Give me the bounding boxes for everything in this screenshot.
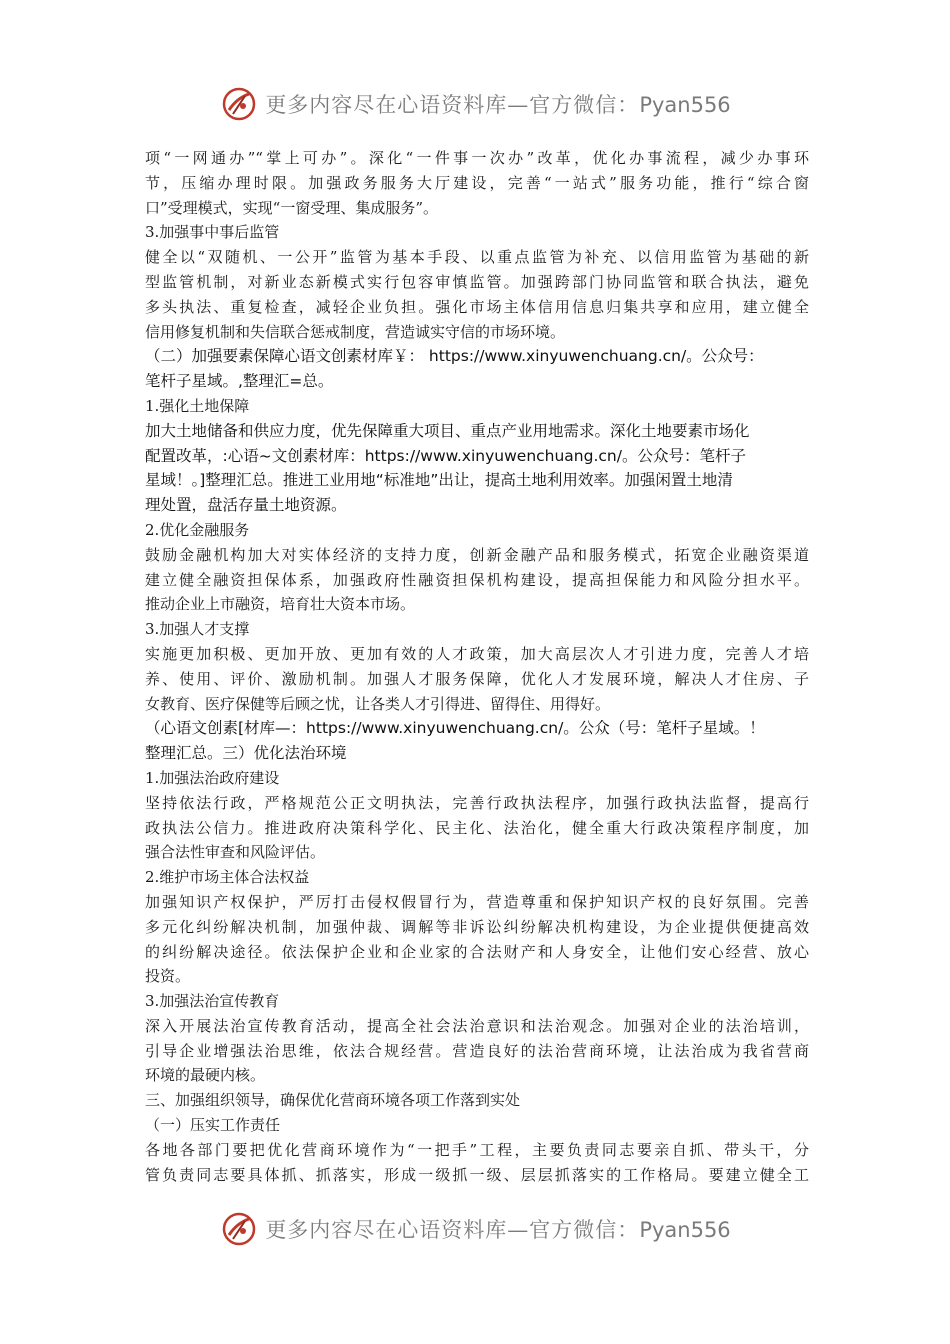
body-line: 项“一网通办”“掌上可办”。深化“一件事一次办”改革，优化办事流程，减少办事环 xyxy=(145,149,809,167)
body-line: 各地各部门要把优化营商环境作为“一把手”工程，主要负责同志要亲自抓、带头干，分 xyxy=(145,1140,809,1159)
body-line: 型监管机制，对新业态新模式实行包容审慎监管。加强跨部门协同监管和联合执法，避免 xyxy=(145,272,809,291)
body-line: 多头执法、重复检查，减轻企业负担。强化市场主体信用信息归集共享和应用，建立健全 xyxy=(145,297,809,316)
body-line: 引导企业增强法治思维，依法合规经营。营造良好的法治营商环境，让法治成为我省营商 xyxy=(145,1041,809,1060)
subheading: 3.加强法治宣传教育 xyxy=(145,992,280,1011)
body-line-sans: 配置改革，:心语~文创素材库：https://www.xinyuwenchuang.cn/。公众号：笔杆子 xyxy=(145,446,746,465)
body-line: 坚持依法行政，严格规范公正文明执法，完善行政执法程序，加强行政执法监督，提高行 xyxy=(145,793,809,812)
section-heading: 整理汇总。三）优化法治环境 xyxy=(145,744,347,763)
body-line-sans: 星域！。]整理汇总。推进工业用地“标准地”出让，提高土地利用效率。加强闲置土地清 xyxy=(145,471,733,490)
body-line: 节，压缩办理时限。加强政务服务大厅建设，完善“一站式”服务功能，推行“综合窗 xyxy=(145,173,809,192)
subheading: （一）压实工作责任 xyxy=(145,1116,281,1135)
body-line: 信用修复机制和失信联合惩戒制度，营造诚实守信的市场环境。 xyxy=(145,322,566,341)
section-heading: 笔杆子星域。,整理汇=总。 xyxy=(145,372,334,391)
body-line: 管负责同志要具体抓、抓落实，形成一级抓一级、层层抓落实的工作格局。要建立健全工 xyxy=(145,1165,809,1184)
body-line: 鼓励金融机构加大对实体经济的支持力度，创新金融产品和服务模式，拓宽企业融资渠道 xyxy=(145,545,809,564)
body-line-sans: 理处置，盘活存量土地资源。 xyxy=(145,496,347,515)
body-line: 健全以“双随机、一公开”监管为基本手段、以重点监管为补充、以信用监管为基础的新 xyxy=(145,248,809,267)
body-line: 政执法公信力。推进政府决策科学化、民主化、法治化，健全重大行政决策程序制度，加 xyxy=(145,818,809,837)
body-line: 深入开展法治宣传教育活动，提高全社会法治意识和法治观念。加强对企业的法治培训， xyxy=(145,1016,809,1035)
subheading: 2.优化金融服务 xyxy=(145,520,250,539)
body-line: 多元化纠纷解决机制，加强仲裁、调解等非诉讼纠纷解决机构建设，为企业提供便捷高效 xyxy=(145,917,809,936)
document-body xyxy=(145,146,809,1187)
body-line: 实施更加积极、更加开放、更加有效的人才政策，加大高层次人才引进力度，完善人才培 xyxy=(145,644,809,663)
footer-banner xyxy=(0,1207,950,1251)
banner-wechat-id: Pyan556 xyxy=(639,1218,731,1242)
banner-wechat-id: Pyan556 xyxy=(639,93,731,117)
banner-title: 更多内容尽在心语资料库—官方微信： xyxy=(265,93,640,117)
body-line: 养、使用、评价、激励机制。加强人才服务保障，优化人才发展环境，解决人才住房、子 xyxy=(145,669,809,688)
subheading: 1.加强法治政府建设 xyxy=(145,768,280,787)
subheading: 1.强化土地保障 xyxy=(145,396,250,415)
subheading: 3.加强事中事后监管 xyxy=(145,223,280,242)
subheading: 3.加强人才支撑 xyxy=(145,620,250,639)
logo-icon xyxy=(219,84,259,124)
body-line: 环境的最硬内核。 xyxy=(145,1066,266,1085)
chapter-heading: 三、加强组织领导，确保优化营商环境各项工作落到实处 xyxy=(145,1091,521,1110)
body-line-sans: 加大土地储备和供应力度，优先保障重大项目、重点产业用地需求。深化土地要素市场化 xyxy=(145,421,750,440)
body-line: 建立健全融资担保体系，加强政府性融资担保机构建设，提高担保能力和风险分担水平。 xyxy=(145,570,809,589)
section-heading: （心语文创素[材库—：https://www.xinyuwenchuang.cn/。公众（号：笔杆子星域。！ xyxy=(145,719,765,738)
body-line: 推动企业上市融资，培育壮大资本市场。 xyxy=(145,595,416,614)
body-line: 女教育、医疗保健等后顾之忧，让各类人才引得进、留得住、用得好。 xyxy=(145,694,611,713)
banner-title: 更多内容尽在心语资料库—官方微信： xyxy=(265,1218,640,1242)
section-heading: （二）加强要素保障心语文创素材库￥： https://www.xinyuwenchuang.cn/。公众号： xyxy=(145,347,764,366)
body-line: 口”受理模式，实现“一窗受理、集成服务”。 xyxy=(145,198,439,217)
body-line: 强合法性审查和风险评估。 xyxy=(145,843,326,862)
body-line: 加强知识产权保护，严厉打击侵权假冒行为，营造尊重和保护知识产权的良好氛围。完善 xyxy=(145,892,809,911)
body-line: 的纠纷解决途径。依法保护企业和企业家的合法财产和人身安全，让他们安心经营、放心 xyxy=(145,942,809,961)
body-line: 投资。 xyxy=(145,967,191,986)
logo-icon xyxy=(219,1209,259,1249)
subheading: 2.维护市场主体合法权益 xyxy=(145,868,310,887)
header-banner xyxy=(0,82,950,126)
